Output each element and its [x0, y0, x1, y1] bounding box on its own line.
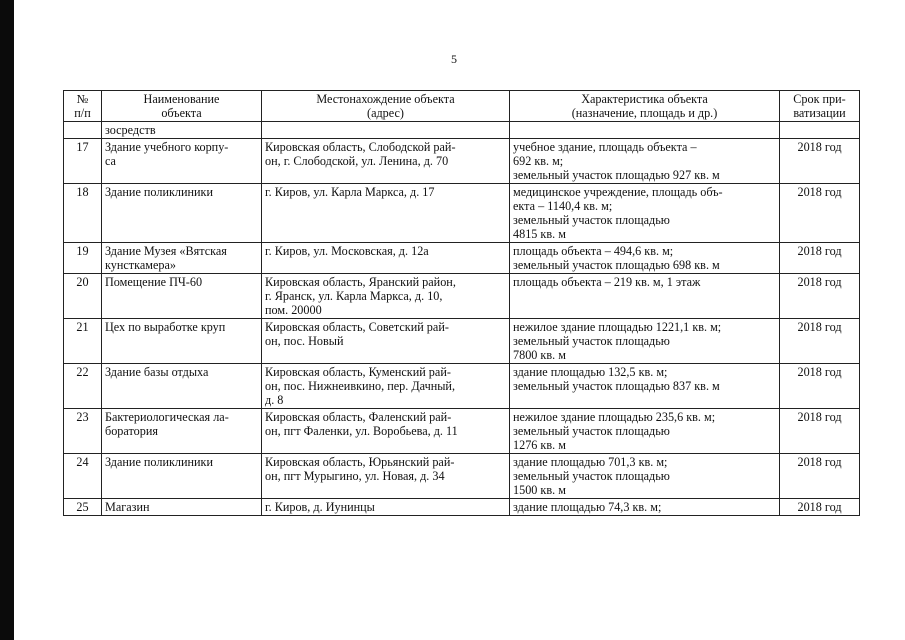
cell-name-line: кунсткамера» — [105, 258, 176, 272]
table-row — [64, 274, 860, 319]
cell-address — [262, 409, 510, 454]
table-row — [64, 122, 860, 139]
cell-characteristics-line: 692 кв. м; — [513, 154, 564, 168]
cell-name — [102, 499, 262, 516]
cell-number: 23 — [64, 409, 102, 454]
cell-name — [102, 409, 262, 454]
cell-name — [102, 184, 262, 243]
cell-characteristics-line: учебное здание, площадь объекта – — [513, 140, 697, 154]
table-row — [64, 184, 860, 243]
cell-characteristics-line: нежилое здание площадью 1221,1 кв. м; — [513, 320, 722, 334]
cell-characteristics-line: здание площадью 701,3 кв. м; — [513, 455, 668, 469]
cell-number: 17 — [64, 139, 102, 184]
cell-characteristics — [510, 454, 780, 499]
table-row — [64, 454, 860, 499]
cell-name-line: Цех по выработке круп — [105, 320, 226, 334]
cell-address-line: г. Киров, ул. Московская, д. 12а — [265, 244, 429, 258]
cell-characteristics-line: 1276 кв. м — [513, 438, 566, 452]
cell-address-line: Кировская область, Яранский район, — [265, 275, 456, 289]
cell-name-line: са — [105, 154, 116, 168]
cell-characteristics-line: нежилое здание площадью 235,6 кв. м; — [513, 410, 716, 424]
header-name: Наименование объекта — [102, 91, 262, 122]
cell-characteristics-line: 4815 кв. м — [513, 227, 566, 241]
cell-characteristics — [510, 184, 780, 243]
cell-characteristics-line: здание площадью 74,3 кв. м; — [513, 500, 662, 514]
cell-characteristics-line: 1500 кв. м — [513, 483, 566, 497]
cell-number — [64, 122, 102, 139]
cell-term: 2018 год — [780, 319, 860, 364]
cell-characteristics — [510, 139, 780, 184]
cell-characteristics-line: земельный участок площадью — [513, 213, 670, 227]
cell-name — [102, 243, 262, 274]
table-row — [64, 319, 860, 364]
cell-characteristics-line: медицинское учреждение, площадь объ- — [513, 185, 723, 199]
cell-name-line: боратория — [105, 424, 158, 438]
cell-name-line: Здание поликлиники — [105, 185, 213, 199]
table-row — [64, 409, 860, 454]
cell-characteristics-line: здание площадью 132,5 кв. м; — [513, 365, 668, 379]
cell-address-line: он, пос. Нижнеивкино, пер. Дачный, — [265, 379, 456, 393]
cell-name-line: Здание Музея «Вятская — [105, 244, 227, 258]
cell-characteristics-line: земельный участок площадью 698 кв. м — [513, 258, 720, 272]
cell-address-line: он, г. Слободской, ул. Ленина, д. 70 — [265, 154, 449, 168]
cell-name — [102, 454, 262, 499]
cell-address-line: Кировская область, Фаленский рай- — [265, 410, 452, 424]
cell-characteristics-line: земельный участок площадью 837 кв. м — [513, 379, 720, 393]
cell-address — [262, 454, 510, 499]
cell-term: 2018 год — [780, 454, 860, 499]
cell-number: 20 — [64, 274, 102, 319]
table-body — [64, 122, 860, 516]
cell-address-line: г. Киров, д. Иунинцы — [265, 500, 375, 514]
cell-characteristics-line: екта – 1140,4 кв. м; — [513, 199, 613, 213]
cell-address — [262, 139, 510, 184]
cell-characteristics-line: земельный участок площадью — [513, 334, 670, 348]
page-number: 5 — [451, 52, 457, 66]
cell-name-line: Магазин — [105, 500, 150, 514]
cell-name-line: Здание базы отдыха — [105, 365, 209, 379]
cell-term: 2018 год — [780, 364, 860, 409]
cell-address-line: он, пгт Фаленки, ул. Воробьева, д. 11 — [265, 424, 458, 438]
table-header-row — [64, 91, 860, 122]
cell-number: 22 — [64, 364, 102, 409]
header-address: Местонахождение объекта (адрес) — [262, 91, 510, 122]
cell-number: 21 — [64, 319, 102, 364]
cell-term — [780, 122, 860, 139]
cell-term: 2018 год — [780, 139, 860, 184]
cell-address-line: он, пгт Мурыгино, ул. Новая, д. 34 — [265, 469, 445, 483]
cell-address — [262, 274, 510, 319]
cell-number: 19 — [64, 243, 102, 274]
cell-address-line: Кировская область, Юрьянский рай- — [265, 455, 455, 469]
cell-name — [102, 274, 262, 319]
cell-term: 2018 год — [780, 184, 860, 243]
cell-characteristics-line: площадь объекта – 494,6 кв. м; — [513, 244, 674, 258]
cell-address — [262, 122, 510, 139]
cell-address-line: Кировская область, Куменский рай- — [265, 365, 451, 379]
cell-characteristics — [510, 319, 780, 364]
cell-address — [262, 243, 510, 274]
cell-characteristics — [510, 274, 780, 319]
header-characteristics: Характеристика объекта (назначение, площадь и др.) — [510, 91, 780, 122]
cell-address — [262, 499, 510, 516]
cell-name-line: Бактериологическая ла- — [105, 410, 229, 424]
cell-address-line: д. 8 — [265, 393, 284, 407]
cell-address — [262, 364, 510, 409]
cell-name-line: Здание учебного корпу- — [105, 140, 229, 154]
cell-characteristics-line: земельный участок площадью — [513, 469, 670, 483]
table-row — [64, 364, 860, 409]
cell-name — [102, 319, 262, 364]
cell-name-line: зосредств — [105, 123, 156, 137]
cell-characteristics-line: земельный участок площадью — [513, 424, 670, 438]
cell-characteristics — [510, 409, 780, 454]
cell-characteristics — [510, 243, 780, 274]
cell-term: 2018 год — [780, 409, 860, 454]
cell-characteristics — [510, 499, 780, 516]
cell-address-line: пом. 20000 — [265, 303, 322, 317]
scan-edge-shadow — [0, 0, 14, 640]
cell-term: 2018 год — [780, 499, 860, 516]
cell-number: 24 — [64, 454, 102, 499]
cell-characteristics — [510, 122, 780, 139]
cell-address-line: он, пос. Новый — [265, 334, 344, 348]
cell-term: 2018 год — [780, 243, 860, 274]
table-row — [64, 499, 860, 516]
cell-name — [102, 139, 262, 184]
header-number: № п/п — [64, 91, 102, 122]
table-row — [64, 139, 860, 184]
privatization-table — [63, 90, 860, 516]
cell-address-line: г. Киров, ул. Карла Маркса, д. 17 — [265, 185, 435, 199]
cell-address — [262, 319, 510, 364]
cell-number: 18 — [64, 184, 102, 243]
table-row — [64, 243, 860, 274]
cell-characteristics-line: 7800 кв. м — [513, 348, 566, 362]
cell-name-line: Помещение ПЧ-60 — [105, 275, 203, 289]
cell-characteristics — [510, 364, 780, 409]
cell-address-line: Кировская область, Советский рай- — [265, 320, 449, 334]
cell-name — [102, 364, 262, 409]
cell-address-line: г. Яранск, ул. Карла Маркса, д. 10, — [265, 289, 443, 303]
cell-term: 2018 год — [780, 274, 860, 319]
cell-name-line: Здание поликлиники — [105, 455, 213, 469]
cell-name — [102, 122, 262, 139]
header-term: Срок при- ватизации — [780, 91, 860, 122]
cell-characteristics-line: площадь объекта – 219 кв. м, 1 этаж — [513, 275, 701, 289]
cell-number: 25 — [64, 499, 102, 516]
cell-address — [262, 184, 510, 243]
cell-address-line: Кировская область, Слободской рай- — [265, 140, 456, 154]
cell-characteristics-line: земельный участок площадью 927 кв. м — [513, 168, 720, 182]
